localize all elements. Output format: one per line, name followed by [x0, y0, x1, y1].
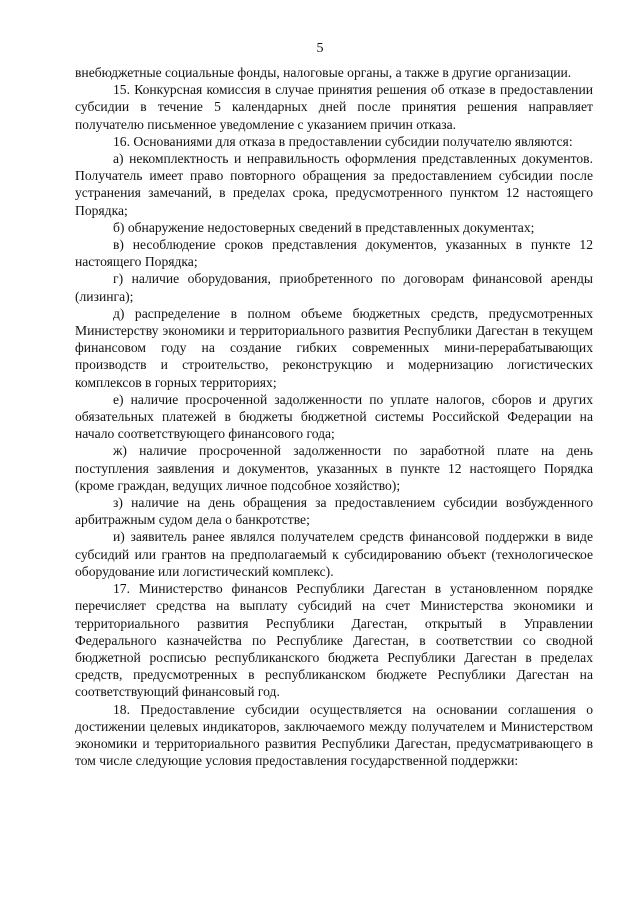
paragraph-16-a: а) некомплектность и неправильность оформления представленных документов. Получатель имеет право повторного обращения за предоставлением субсидии после устранения замечаний, в пределах срока, предусмотренного пунктом 12 настоящего Порядка; — [75, 151, 593, 218]
document-body — [75, 64, 593, 769]
paragraph-16-z: з) наличие на день обращения за предоставлением субсидии возбужденного арбитражным судом дела о банкротстве; — [75, 495, 593, 528]
paragraph-16-zh: ж) наличие просроченной задолженности по заработной плате на день поступления заявления и документов, указанных в пункте 12 настоящего Порядка (кроме граждан, ведущих личное подсобное хозяйство); — [75, 443, 593, 493]
paragraph-15: 15. Конкурсная комиссия в случае принятия решения об отказе в предоставлении субсидии в течение 5 календарных дней после принятия решения направляет получателю письменное уведомление с указанием причин отказа. — [75, 82, 593, 132]
page-number: 5 — [316, 41, 324, 56]
paragraph-16: 16. Основаниями для отказа в предоставлении субсидии получателю являются: — [113, 133, 573, 149]
paragraph-16-g: г) наличие оборудования, приобретенного по договорам финансовой аренды (лизинга); — [75, 271, 593, 304]
paragraph-16-i: и) заявитель ранее являлся получателем средств финансовой поддержки в виде субсидий или грантов на предполагаемый к субсидированию объект (технологическое оборудование или логистический комплекс). — [75, 529, 593, 579]
paragraph-18: 18. Предоставление субсидии осуществляется на основании соглашения о достижении целевых индикаторов, заключаемого между получателем и Министерством экономики и территориального развития Республики Дагестан, предусматривающего в том числе следующие условия предоставления государственной поддержки: — [75, 701, 593, 769]
paragraph-16-e: е) наличие просроченной задолженности по уплате налогов, сборов и других обязательных платежей в бюджеты бюджетной системы Российской Федерации на начало соответствующего финансового года; — [75, 391, 593, 442]
paragraph-16-d: д) распределение в полном объеме бюджетных средств, предусмотренных Министерству экономики и территориального развития Республики Дагестан в текущем финансовом году на создание гибких современных мини-перерабатывающих производств и строительство, реконструкцию и модернизацию логистических комплексов в горных территориях; — [75, 305, 593, 390]
paragraph-17: 17. Министерство финансов Республики Дагестан в установленном порядке перечисляет средства на выплату субсидий на счет Министерства экономики и территориального развития Республики Дагестан, открытый в Управлении Федерального казначейства по Республике Дагестан, в соответствии со сводной бюджетной росписью республиканского бюджета Республики Дагестан в пределах средств, предусмотренных в республиканском бюджете Республики Дагестан на соответствующий финансовый год. — [75, 581, 593, 700]
paragraph-16-v: в) несоблюдение сроков представления документов, указанных в пункте 12 настоящего Порядка; — [75, 237, 593, 270]
paragraph-continuation: внебюджетные социальные фонды, налоговые органы, а также в другие организации. — [75, 65, 572, 80]
paragraph-16-b: б) обнаружение недостоверных сведений в представленных документах; — [113, 219, 535, 235]
